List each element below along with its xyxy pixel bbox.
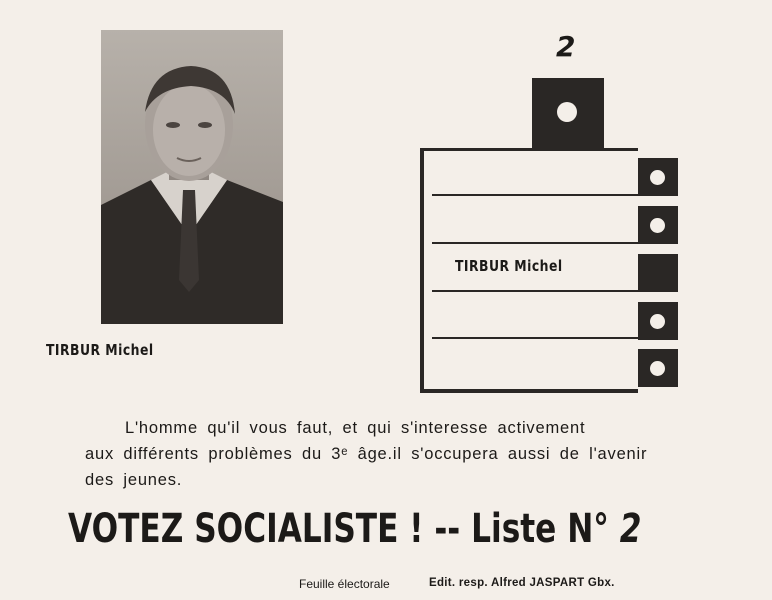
ballot-grid: [420, 148, 638, 393]
ballot-head-box: [532, 78, 604, 148]
ballot-vote-box: [638, 349, 678, 387]
ballot-vote-box: [638, 206, 678, 244]
vote-list-number: 2: [619, 506, 642, 552]
ballot-row-line: [432, 194, 638, 196]
head-box-circle: [557, 102, 577, 122]
vote-box-circle: [650, 361, 665, 376]
ballot-vote-box: [638, 158, 678, 196]
vote-box-circle: [650, 218, 665, 233]
candidate-photo: [101, 30, 283, 324]
vote-box-circle: [650, 314, 665, 329]
candidate-name-caption: TIRBUR Michel: [46, 341, 154, 359]
ballot-list-number: 2: [556, 30, 576, 63]
footer-label: Feuille électorale: [299, 577, 390, 591]
ballot-vote-box: [638, 254, 678, 292]
slogan-line: des jeunes.: [85, 471, 183, 489]
slogan-paragraph: [85, 415, 695, 493]
ballot-vote-box: [638, 302, 678, 340]
ballot-row-line: [432, 337, 638, 339]
slogan-line: aux différents problèmes du 3ᵉ âge.il s'occupera aussi de l'avenir: [85, 445, 648, 463]
ballot-row-line: [432, 242, 638, 244]
vote-box-circle: [650, 170, 665, 185]
slogan-line: L'homme qu'il vous faut, et qui s'interesse activement: [125, 419, 586, 437]
vote-headline-text: VOTEZ SOCIALISTE ! -- Liste N°: [68, 506, 609, 552]
ballot-candidate-name: TIRBUR Michel: [455, 257, 563, 275]
vote-headline: [68, 506, 642, 552]
ballot-row-line: [432, 290, 638, 292]
footer-publisher: Edit. resp. Alfred JASPART Gbx.: [429, 577, 615, 589]
